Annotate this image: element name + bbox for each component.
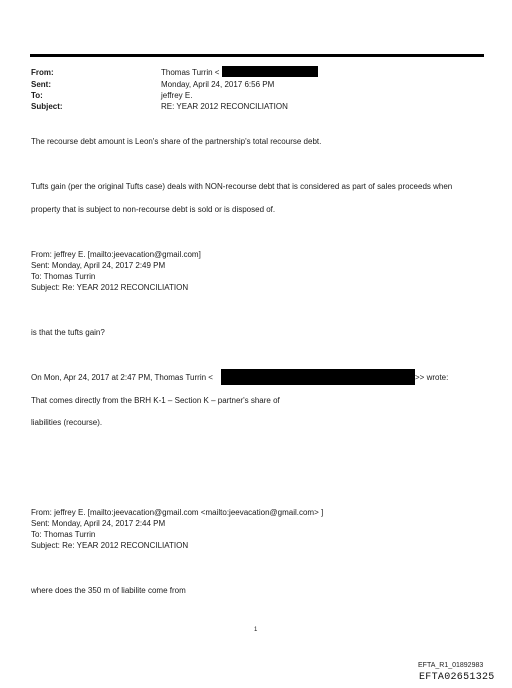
body-paragraph-2-line-1: Tufts gain (per the original Tufts case) deals with NON-recourse debt that is considered as part of sales proceeds when xyxy=(31,182,453,191)
quoted1-to: To: Thomas Turrin xyxy=(31,272,96,281)
quoted3-body: where does the 350 m of liabilite come from xyxy=(31,586,186,595)
bates-number-large: EFTA02651325 xyxy=(419,672,495,683)
page-number: 1 xyxy=(254,627,258,633)
body-paragraph-1: The recourse debt amount is Leon's share of the partnership's total recourse debt. xyxy=(31,137,322,146)
quoted1-body: is that the tufts gain? xyxy=(31,328,105,337)
from-value: Thomas Turrin < xyxy=(161,68,220,77)
sent-value: Monday, April 24, 2017 6:56 PM xyxy=(161,80,275,89)
body-paragraph-2-line-2: property that is subject to non-recourse debt is sold or is disposed of. xyxy=(31,205,276,214)
quoted3-subject: Subject: Re: YEAR 2012 RECONCILIATION xyxy=(31,541,189,550)
quoted2-line-1: That comes directly from the BRH K-1 – Section K – partner's share of xyxy=(31,396,280,405)
subject-label: Subject: xyxy=(31,102,63,111)
to-label: To: xyxy=(31,91,43,100)
quoted3-from: From: jeffrey E. [mailto:jeevacation@gmail.com <mailto:jeevacation@gmail.com> ] xyxy=(31,508,324,517)
quoted2-intro-start: On Mon, Apr 24, 2017 at 2:47 PM, Thomas Turrin < xyxy=(31,373,213,382)
quoted1-from: From: jeffrey E. [mailto:jeevacation@gmail.com] xyxy=(31,250,201,259)
quoted1-subject: Subject: Re: YEAR 2012 RECONCILIATION xyxy=(31,283,189,292)
quoted3-sent: Sent: Monday, April 24, 2017 2:44 PM xyxy=(31,519,166,528)
bates-number-small: EFTA_R1_01892983 xyxy=(418,662,484,669)
quoted1-sent: Sent: Monday, April 24, 2017 2:49 PM xyxy=(31,261,166,270)
sent-label: Sent: xyxy=(31,80,51,89)
subject-value: RE: YEAR 2012 RECONCILIATION xyxy=(161,102,288,111)
redaction-box xyxy=(221,369,415,385)
from-label: From: xyxy=(31,68,54,77)
header-rule xyxy=(30,54,484,57)
quoted3-to: To: Thomas Turrin xyxy=(31,530,96,539)
to-value: jeffrey E. xyxy=(161,91,193,100)
quoted2-intro-end: >> wrote: xyxy=(415,373,449,382)
redaction-box xyxy=(222,66,318,77)
quoted2-line-2: liabilities (recourse). xyxy=(31,418,103,427)
